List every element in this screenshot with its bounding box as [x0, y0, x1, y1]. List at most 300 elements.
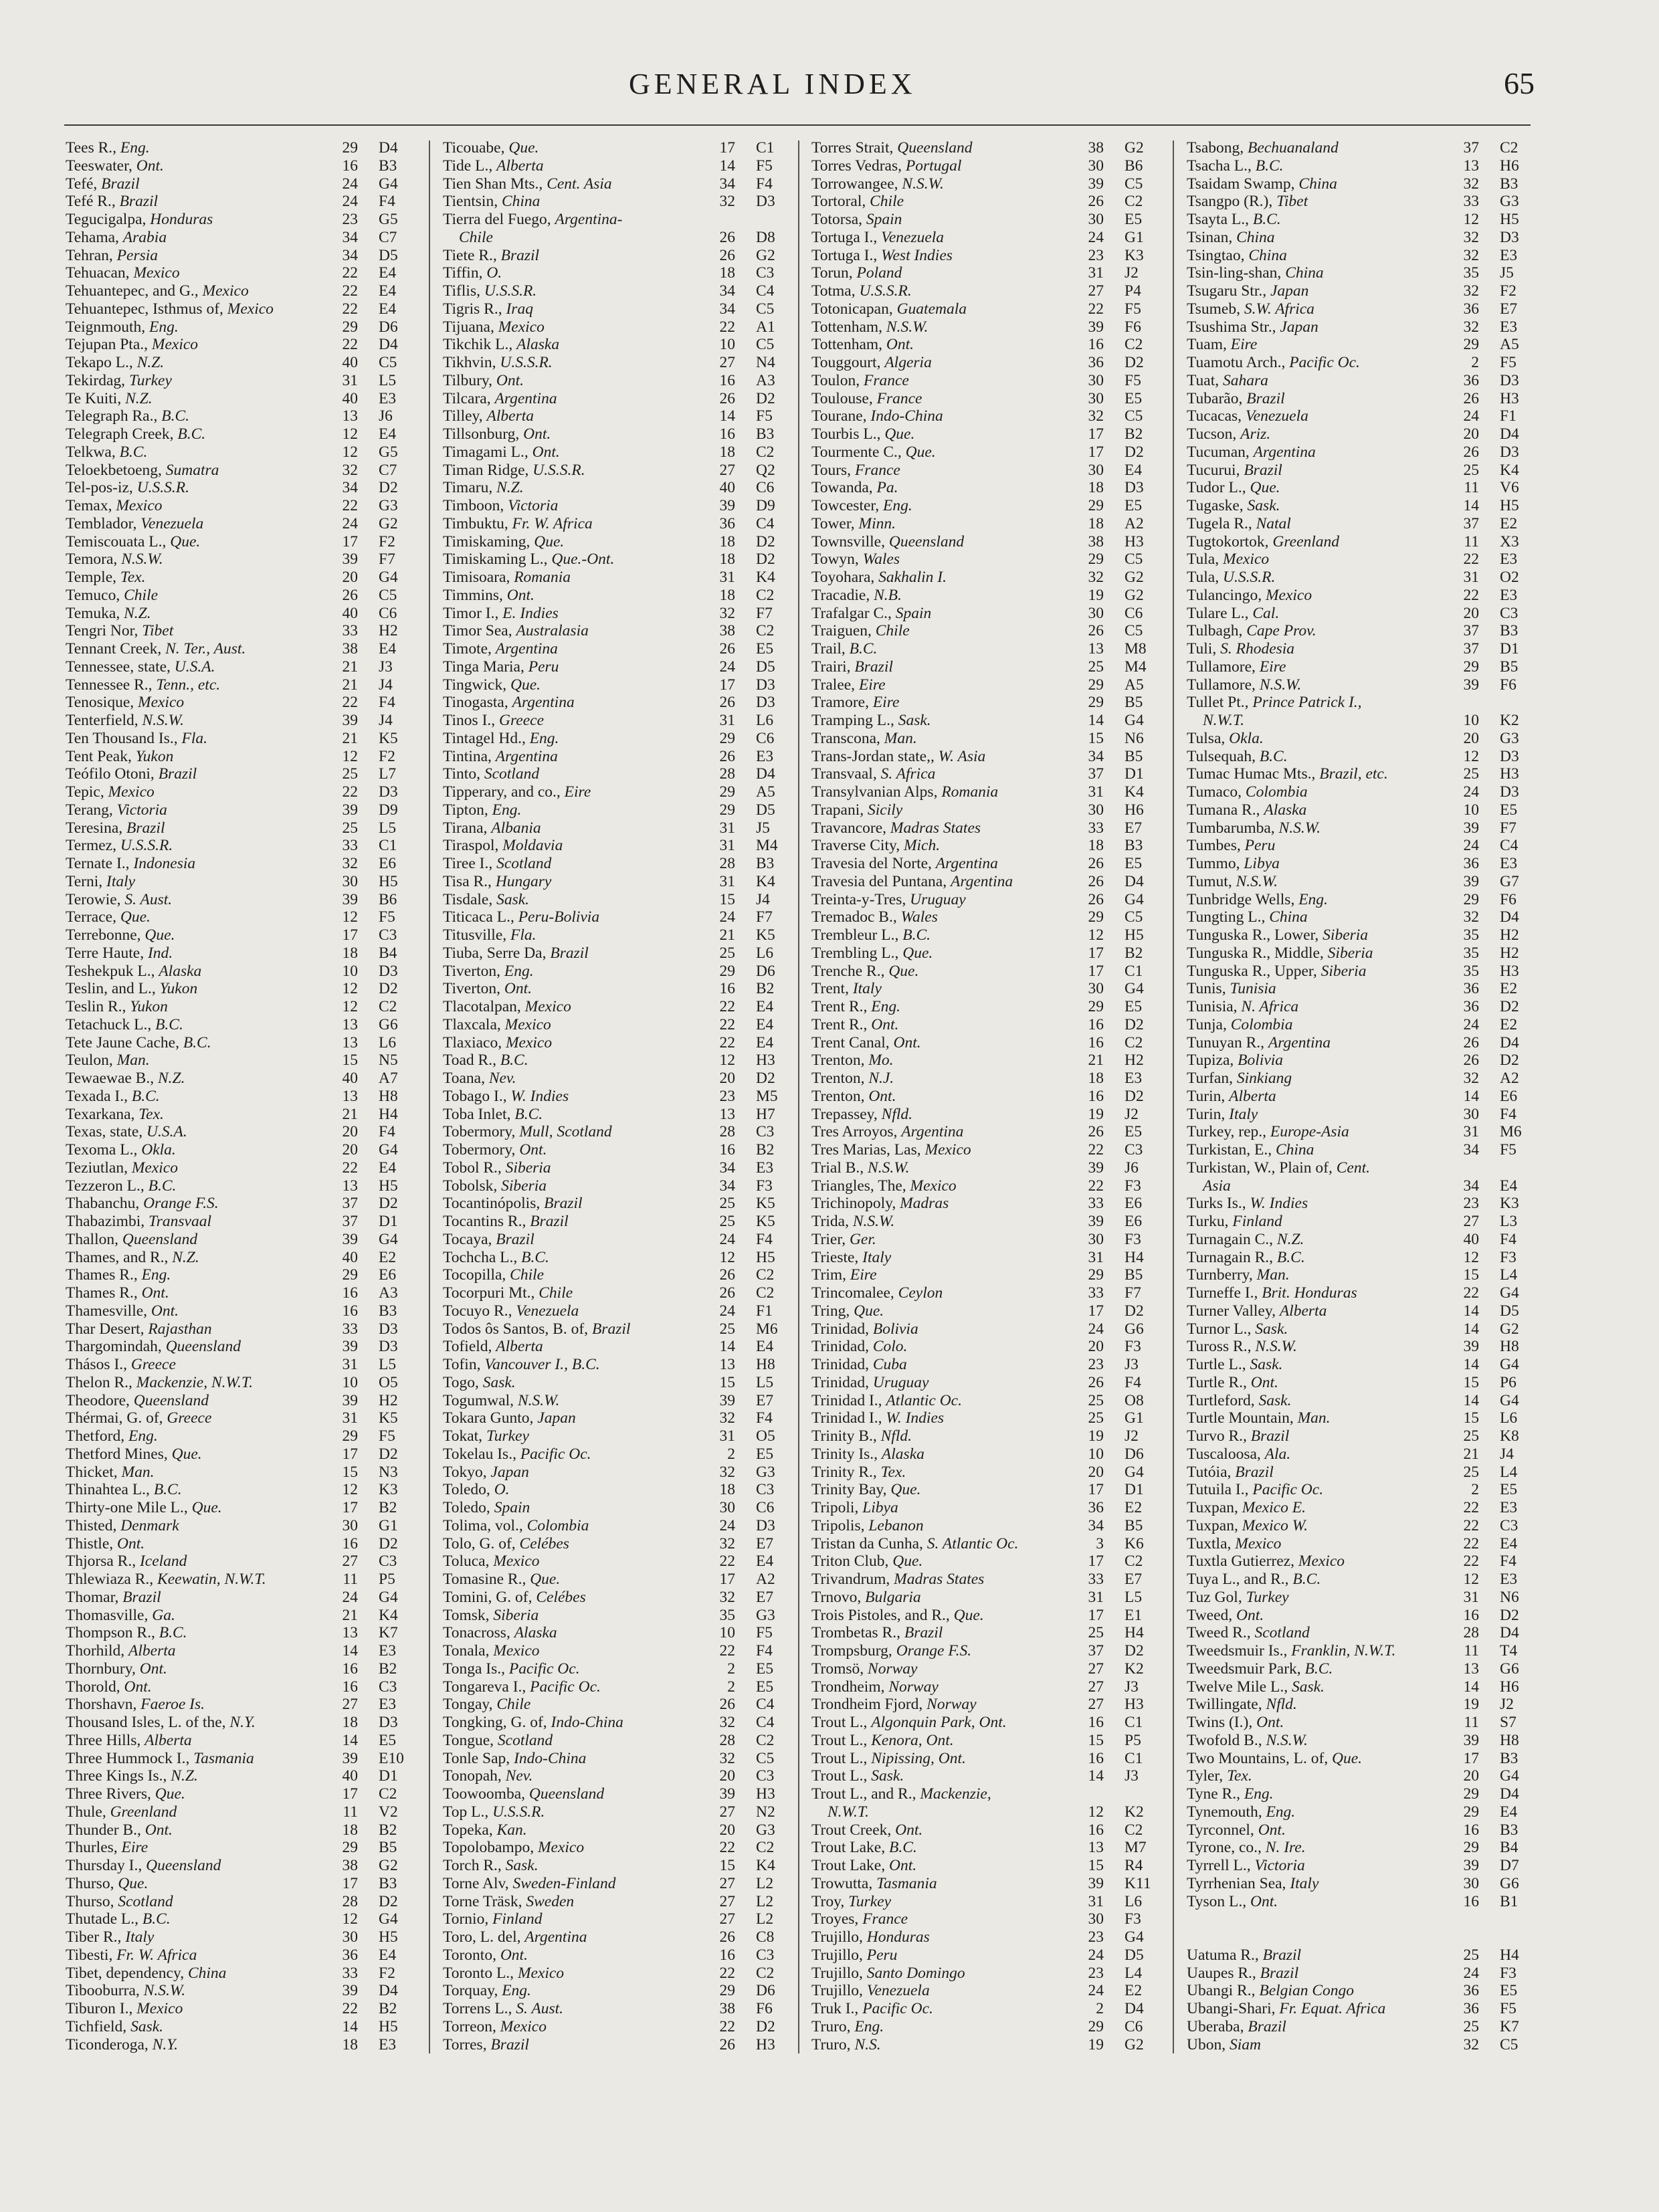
- index-entry: [1187, 1552, 1541, 1571]
- index-entry: [1187, 1088, 1541, 1106]
- place-location: Sask.: [871, 1767, 904, 1785]
- index-entry: [811, 1266, 1166, 1284]
- grid-reference: E5: [756, 640, 774, 658]
- place-location: B.C.: [161, 407, 189, 425]
- place-name: Thérmai, G. of,: [66, 1409, 163, 1427]
- entry-name: [443, 157, 544, 175]
- place-location: Chile: [496, 1696, 531, 1714]
- grid-reference: E5: [1500, 1481, 1518, 1499]
- place-name: Tracadie,: [811, 586, 870, 604]
- index-entry: [1187, 1123, 1541, 1141]
- index-entry: [1187, 211, 1541, 229]
- entry-name: [811, 640, 877, 658]
- place-location: N.S.W.: [1255, 1338, 1297, 1356]
- map-page-number: 18: [342, 1714, 358, 1731]
- grid-reference: D5: [756, 801, 775, 819]
- grid-reference: D2: [379, 1445, 398, 1463]
- grid-reference: C2: [1500, 139, 1519, 157]
- place-location: Guatemala: [896, 300, 967, 318]
- grid-reference: C6: [1125, 2017, 1143, 2035]
- place-location: Yukon: [159, 980, 198, 998]
- map-page-number: 22: [1463, 586, 1479, 604]
- place-name: Tengri Nor,: [66, 622, 138, 640]
- place-location: Que.: [508, 139, 539, 157]
- place-name: Twins (I.),: [1187, 1714, 1253, 1731]
- index-entry: [811, 1571, 1166, 1589]
- place-location: Mexico: [924, 1141, 971, 1159]
- map-page-number: 13: [1463, 157, 1479, 175]
- map-page-number: 15: [1463, 1373, 1479, 1391]
- place-name: Turtle L.,: [1187, 1356, 1246, 1373]
- entry-name: [1187, 443, 1316, 462]
- place-name: Tsaidam Swamp,: [1187, 175, 1295, 193]
- place-location: N.Z.: [171, 1767, 198, 1785]
- place-name: Tristan da Cunha,: [811, 1534, 923, 1552]
- entry-name: [66, 1785, 185, 1803]
- grid-reference: F1: [756, 1302, 773, 1320]
- grid-reference: D3: [379, 783, 398, 801]
- index-entry: [443, 1088, 797, 1106]
- entry-name: [66, 1571, 266, 1589]
- entry-name: [811, 1696, 977, 1714]
- place-location: Pacific Oc.: [530, 1678, 601, 1696]
- index-entry: [443, 497, 797, 515]
- place-location: Mexico: [116, 497, 163, 514]
- entry-name: [1187, 1302, 1327, 1320]
- place-location: Ala.: [1264, 1445, 1291, 1463]
- entry-name: [1187, 497, 1280, 515]
- place-name: Terni,: [66, 872, 103, 890]
- entry-name: [811, 1750, 966, 1768]
- index-entry: [811, 1642, 1166, 1660]
- entry-name: [811, 1893, 891, 1911]
- entry-name: [66, 2036, 178, 2054]
- index-entry: [443, 1624, 797, 1642]
- grid-reference: E4: [379, 640, 397, 658]
- grid-reference: C3: [1500, 1516, 1519, 1534]
- place-name: Tubarão,: [1187, 389, 1243, 407]
- place-name: Tring,: [811, 1302, 850, 1320]
- map-page-number: 27: [719, 1910, 735, 1928]
- place-location: Mexico W.: [1242, 1516, 1308, 1534]
- place-name: Thlewiaza R.,: [66, 1571, 154, 1588]
- grid-reference: G4: [379, 1588, 398, 1606]
- grid-reference: D8: [756, 228, 775, 246]
- entry-name: [1187, 247, 1287, 265]
- place-name: Tiber R.,: [66, 1928, 122, 1946]
- map-page-number: 33: [1088, 1571, 1104, 1588]
- map-page-number: 23: [1088, 246, 1104, 264]
- index-entry: [811, 1213, 1166, 1231]
- index-entry: [66, 1302, 420, 1320]
- place-name: Top L.,: [443, 1803, 489, 1821]
- grid-reference: N6: [1125, 729, 1144, 747]
- index-entry: [66, 605, 420, 623]
- place-name: Tennant Creek,: [66, 640, 162, 658]
- index-entry: [811, 550, 1166, 569]
- place-name: Tewaewae B.,: [66, 1070, 155, 1087]
- index-entry: [1187, 1678, 1541, 1696]
- entry-name: [1187, 1552, 1345, 1571]
- index-entry: [66, 354, 420, 372]
- grid-reference: H6: [1500, 1678, 1519, 1696]
- place-name: Turkistan, E.,: [1187, 1141, 1272, 1159]
- entry-name: [811, 1266, 877, 1284]
- place-location: Arabia: [122, 228, 167, 246]
- place-location: Ont.: [519, 1141, 547, 1159]
- place-location: Man.: [1256, 1266, 1290, 1284]
- place-location: Indo-China: [551, 1714, 623, 1731]
- grid-reference: C6: [756, 479, 775, 497]
- place-name: Titicaca L.,: [443, 908, 514, 926]
- index-entry: [66, 462, 420, 480]
- index-entry: [66, 801, 420, 819]
- place-location: N. Ter., Aust.: [165, 640, 246, 658]
- index-entry: [443, 658, 797, 676]
- place-location: Santo Domingo: [866, 1964, 965, 1982]
- map-page-number: 28: [719, 1731, 735, 1749]
- grid-reference: J5: [756, 819, 770, 837]
- grid-reference: M6: [1500, 1123, 1522, 1141]
- place-location: Alberta: [496, 157, 544, 175]
- map-page-number: 29: [1088, 694, 1104, 712]
- place-location: Orange F.S.: [896, 1642, 972, 1660]
- grid-reference: E10: [379, 1749, 404, 1767]
- index-entry: [66, 569, 420, 587]
- grid-reference: H5: [379, 2017, 398, 2035]
- entry-name: [66, 1875, 148, 1893]
- place-location: Norway: [868, 1660, 918, 1678]
- place-location: Greece: [130, 1356, 176, 1373]
- place-name: Thistle,: [66, 1534, 114, 1552]
- grid-reference: E2: [379, 1248, 397, 1266]
- index-entry: [443, 175, 797, 193]
- place-location: Argentina: [495, 747, 558, 765]
- map-page-number: 31: [719, 712, 735, 729]
- place-name: Ticouabe,: [443, 139, 505, 157]
- grid-reference: D2: [379, 1195, 398, 1213]
- place-name: Torres Strait,: [811, 139, 894, 157]
- place-name: Turtleford,: [1187, 1391, 1255, 1409]
- index-entry: [811, 443, 1166, 462]
- map-page-number: 2: [1096, 2000, 1104, 2017]
- place-name: Tongareva I.,: [443, 1678, 526, 1696]
- grid-reference: L4: [1500, 1463, 1518, 1481]
- place-name: Tikchik L.,: [443, 336, 513, 354]
- place-location: B.C.: [142, 1910, 171, 1928]
- place-location: Italy: [852, 980, 882, 998]
- place-name: Trembling L.,: [811, 944, 899, 962]
- place-location: Queensland: [897, 139, 973, 157]
- place-name: Trent,: [811, 980, 849, 998]
- map-page-number: 16: [342, 1660, 358, 1678]
- place-name: Tichfield,: [66, 2017, 127, 2035]
- entry-name: [66, 1946, 197, 1965]
- place-name: Tochcha L.,: [443, 1248, 518, 1266]
- place-name: Tyrrell L.,: [1187, 1857, 1251, 1874]
- place-name: Tibet, dependency,: [66, 1964, 185, 1982]
- entry-name: [1187, 1320, 1288, 1338]
- place-name: Turnagain C.,: [1187, 1230, 1274, 1248]
- entry-name: [811, 1141, 971, 1159]
- map-page-number: 16: [342, 1534, 358, 1552]
- place-name: Trivandrum,: [811, 1571, 890, 1588]
- map-page-number: 26: [1463, 389, 1479, 407]
- map-page-number: 20: [1463, 1767, 1479, 1785]
- place-location: Ger.: [849, 1230, 876, 1248]
- map-page-number: 40: [342, 1767, 358, 1785]
- index-entry: [811, 1946, 1166, 1965]
- place-location: Nipissing, Ont.: [871, 1749, 966, 1767]
- index-entry: [1187, 1034, 1541, 1052]
- place-location: Ont.: [532, 443, 560, 461]
- index-entry: [443, 425, 797, 443]
- index-entry: [443, 1589, 797, 1607]
- place-location: Brazil: [122, 1588, 161, 1606]
- index-entry: [1187, 1159, 1541, 1177]
- map-page-number: 24: [1088, 1946, 1104, 1964]
- grid-reference: E4: [1500, 1534, 1518, 1552]
- index-entry: [443, 587, 797, 605]
- place-name: Tennessee, state,: [66, 658, 171, 676]
- grid-reference: C5: [756, 300, 775, 318]
- entry-name: [443, 1589, 586, 1607]
- grid-reference: D2: [1125, 1302, 1144, 1320]
- place-location: Eire: [858, 676, 886, 694]
- place-name: Thutade L.,: [66, 1910, 138, 1928]
- entry-name: [811, 1624, 943, 1642]
- index-entry: [811, 1034, 1166, 1052]
- entry-name: [811, 2000, 933, 2018]
- place-name: Triton Club,: [811, 1552, 889, 1571]
- grid-reference: D5: [379, 246, 398, 264]
- place-location: Que.: [953, 1606, 984, 1624]
- map-page-number: 37: [1463, 514, 1479, 532]
- entry-name: [443, 1839, 584, 1857]
- place-name: Towcester,: [811, 497, 880, 514]
- place-name: Tilcara,: [443, 389, 491, 407]
- grid-reference: E3: [1500, 550, 1518, 569]
- place-name: Terrebonne,: [66, 926, 141, 944]
- index-entry: [1187, 497, 1541, 515]
- place-location: Eire: [1259, 658, 1286, 676]
- place-location: Scotland: [497, 1731, 553, 1749]
- map-page-number: 11: [343, 1571, 358, 1588]
- map-page-number: 22: [719, 1015, 735, 1033]
- map-page-number: 39: [1463, 819, 1479, 837]
- map-page-number: 29: [342, 318, 358, 336]
- index-entry: [443, 1732, 797, 1750]
- page-header: [0, 0, 1659, 127]
- grid-reference: N6: [1500, 1588, 1519, 1606]
- place-location: Brazil: [1262, 1946, 1302, 1964]
- place-name: Tientsin,: [443, 193, 498, 211]
- entry-name: [811, 926, 931, 944]
- place-location: Romania: [941, 783, 999, 801]
- grid-reference: D2: [1125, 1642, 1144, 1660]
- map-page-number: 33: [1463, 193, 1479, 211]
- map-page-number: 34: [342, 479, 358, 497]
- place-name: Timor I.,: [443, 604, 499, 622]
- grid-reference: H2: [1500, 944, 1519, 962]
- index-entry: [1187, 1338, 1541, 1356]
- place-location: U.S.S.R.: [500, 354, 553, 371]
- place-location: Natal: [1256, 514, 1291, 532]
- grid-reference: D7: [1500, 1857, 1519, 1874]
- index-entry: [811, 1231, 1166, 1249]
- place-location: Peru: [528, 658, 559, 676]
- grid-reference: E7: [1125, 1571, 1143, 1588]
- index-entry: [811, 1857, 1166, 1875]
- entry-name: [66, 658, 215, 676]
- grid-reference: C3: [756, 264, 775, 282]
- map-page-number: 14: [1088, 712, 1104, 729]
- place-name: Tunisia,: [1187, 998, 1238, 1015]
- index-entry: [1187, 157, 1541, 175]
- map-page-number: 29: [1088, 497, 1104, 514]
- grid-reference: K5: [379, 729, 398, 747]
- place-location: Mexico: [1265, 586, 1312, 604]
- place-name: Thabazimbi,: [66, 1213, 145, 1230]
- place-location: Argentina: [901, 1123, 964, 1141]
- place-location: B.C.: [1304, 1660, 1333, 1678]
- index-entry: [443, 748, 797, 766]
- grid-reference: G3: [756, 1606, 775, 1624]
- map-page-number: 22: [719, 1839, 735, 1857]
- entry-name: [66, 462, 219, 480]
- index-entry: [66, 1481, 420, 1499]
- entry-name: [66, 2018, 163, 2036]
- place-name: Twillingate,: [1187, 1696, 1262, 1714]
- grid-reference: H2: [379, 622, 398, 640]
- index-entry: [443, 2000, 797, 2018]
- place-name: Tonala,: [443, 1642, 490, 1660]
- map-page-number: 16: [1088, 1749, 1104, 1767]
- index-entry: [443, 908, 797, 926]
- entry-name: [66, 247, 158, 265]
- place-location: Poland: [856, 264, 902, 282]
- map-page-number: 17: [1088, 1302, 1104, 1320]
- index-entry: [443, 605, 797, 623]
- map-page-number: 17: [342, 1499, 358, 1516]
- index-entry: [811, 1552, 1166, 1571]
- grid-reference: H5: [379, 1928, 398, 1946]
- place-name: Tourane,: [811, 407, 867, 425]
- place-location: Argentina: [951, 872, 1013, 890]
- map-page-number: 32: [719, 1749, 735, 1767]
- index-entry: [811, 1893, 1166, 1911]
- index-entry: [66, 873, 420, 891]
- map-page-number: 31: [1463, 1588, 1479, 1606]
- entry-name: [66, 1088, 160, 1106]
- place-name: Tintagel Hd.,: [443, 729, 526, 747]
- grid-reference: C1: [756, 139, 775, 157]
- place-location: Cape Prov.: [1246, 622, 1316, 640]
- map-page-number: 16: [1088, 1714, 1104, 1731]
- grid-reference: D3: [1500, 371, 1519, 389]
- grid-reference: H4: [1500, 1946, 1519, 1964]
- map-page-number: 39: [342, 550, 358, 569]
- index-entry: [443, 765, 797, 783]
- index-entry: [66, 1427, 420, 1445]
- place-name: Trafalgar C.,: [811, 604, 892, 622]
- entry-name: [66, 1123, 187, 1141]
- place-location: Ont.: [868, 1087, 896, 1105]
- place-location: Brazil: [530, 1213, 569, 1230]
- index-entry: [443, 873, 797, 891]
- place-name: Teshekpuk L.,: [66, 962, 155, 980]
- place-name: Tlaxcala,: [443, 1015, 501, 1033]
- entry-name: [66, 980, 197, 998]
- entry-name: [811, 1409, 944, 1427]
- index-entry: [1187, 1750, 1541, 1768]
- map-page-number: 39: [719, 497, 735, 514]
- grid-reference: D5: [1125, 1946, 1144, 1964]
- place-location: E. Indies: [502, 604, 559, 622]
- map-page-number: 17: [719, 676, 735, 694]
- map-page-number: 39: [342, 1230, 358, 1248]
- grid-reference: J3: [379, 658, 393, 676]
- map-page-number: 17: [719, 139, 735, 157]
- map-page-number: 39: [1088, 175, 1104, 193]
- entry-name: [443, 1910, 543, 1928]
- grid-reference: F7: [756, 908, 773, 926]
- entry-name: [1187, 748, 1288, 766]
- place-name: Tramping L.,: [811, 712, 894, 729]
- map-page-number: 32: [719, 193, 735, 211]
- grid-reference: D9: [379, 801, 398, 819]
- index-entry: [443, 944, 797, 963]
- grid-reference: L4: [1500, 1266, 1518, 1284]
- place-name: Tiuba, Serre Da,: [443, 944, 547, 962]
- place-location: Siam: [1229, 2035, 1261, 2053]
- place-location: Nfld.: [880, 1427, 912, 1445]
- entry-name: [443, 1875, 616, 1893]
- entry-name: [811, 1051, 894, 1070]
- entry-name: [443, 1249, 549, 1267]
- place-location: Ont.: [506, 586, 534, 604]
- grid-reference: N4: [756, 354, 775, 371]
- map-page-number: 24: [719, 1302, 735, 1320]
- place-location: Scotland: [484, 765, 540, 783]
- entry-name: [66, 801, 167, 819]
- index-entry: [443, 1750, 797, 1768]
- place-location: Italy: [1290, 1874, 1319, 1892]
- index-entry: [1187, 247, 1541, 265]
- index-entry: [811, 2000, 1166, 2018]
- place-location: Cuba: [872, 1356, 907, 1373]
- grid-reference: D4: [1500, 1624, 1519, 1642]
- map-page-number: 12: [342, 747, 358, 765]
- place-name: Teslin, and L.,: [66, 980, 156, 998]
- grid-reference: D3: [379, 1714, 398, 1731]
- map-page-number: 10: [719, 1624, 735, 1642]
- grid-reference: E2: [1125, 1499, 1143, 1516]
- entry-name: [443, 783, 591, 801]
- place-name: Timote,: [443, 640, 492, 658]
- place-location: B.C.: [500, 1051, 528, 1070]
- entry-name: [443, 1767, 532, 1785]
- grid-reference: E4: [379, 1159, 397, 1177]
- index-entry: [1187, 1374, 1541, 1392]
- place-location: Italy: [1229, 1105, 1258, 1123]
- place-location: N. Ire.: [1265, 1839, 1306, 1857]
- place-name: Uberaba,: [1187, 2017, 1244, 2035]
- grid-reference: F7: [1125, 1284, 1141, 1302]
- entry-name: [443, 515, 593, 533]
- place-location: Argentina: [495, 640, 558, 658]
- place-location: Italy: [862, 1248, 892, 1266]
